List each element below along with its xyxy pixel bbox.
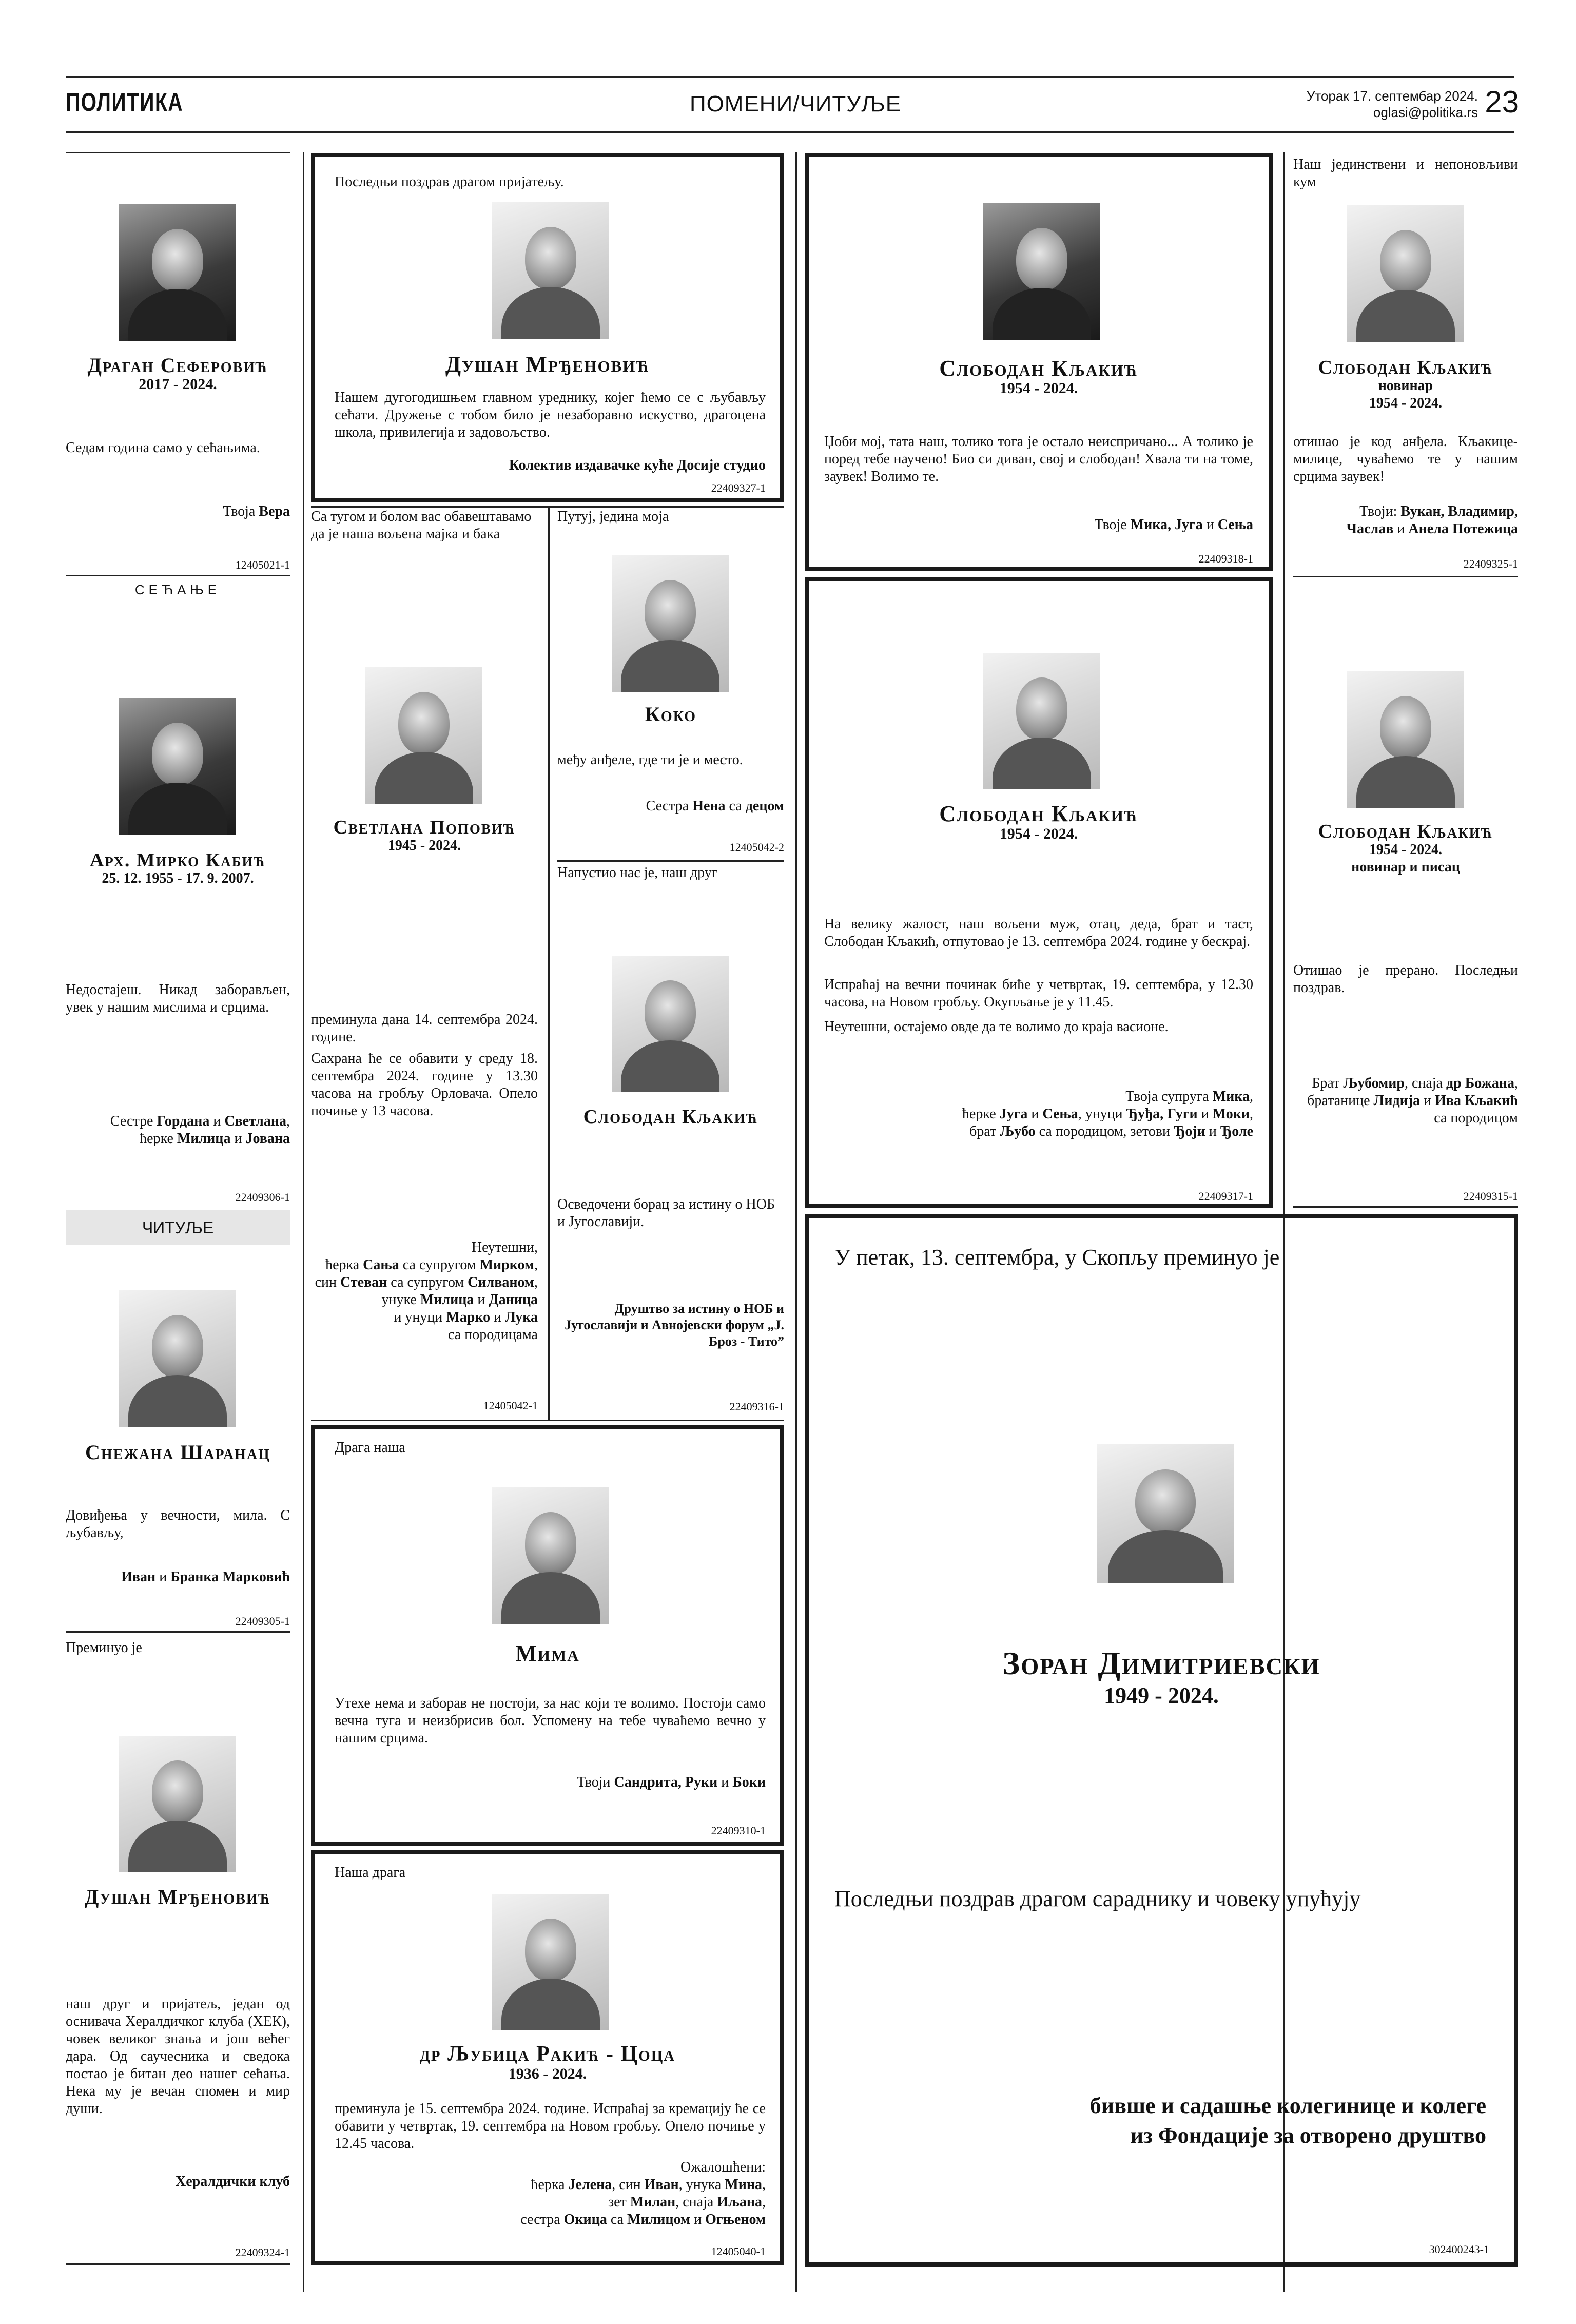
portrait-photo — [1347, 205, 1464, 342]
column-rule — [66, 1631, 290, 1633]
notice-text: Неутешни, остајемо овде да те волимо до краја васионе. — [824, 1019, 1169, 1035]
notice-signature: Ожалошћени: ћерка Јелена, син Иван, унука Мина, зет Милан, снаја Иљана, сестра Окица са Милицом и Огњеном — [520, 2159, 766, 2228]
portrait-photo — [983, 203, 1100, 340]
deceased-name: Снежана Шаранац — [85, 1441, 270, 1464]
notice-signature: бивше и садашње колегинице и колеге из Фондације за отворено друштво — [1089, 2093, 1486, 2148]
ad-code: 12405021-1 — [235, 558, 290, 571]
column-rule — [66, 575, 290, 576]
notice-text: Отишао је прерано. Последњи поздрав. — [1293, 962, 1518, 996]
deceased-name: Слободан Кљакић — [583, 1106, 758, 1128]
deceased-name: Мима — [515, 1641, 580, 1666]
notice-seferovic — [66, 154, 290, 575]
ad-code: 22409315-1 — [1463, 1190, 1518, 1203]
notice-mima — [311, 1425, 784, 1846]
notice-text: Џоби мој, тата наш, толико тога је остало неиспричано... А толико је поред тебе научено! Био си диван, свој и слободан! Хвала ти на томе, заувек! Волимо те. — [824, 434, 1253, 485]
notice-signature: Друштво за истину о НОБ и Југославији и Авнојевски форум „Ј. Броз - Тито” — [565, 1301, 784, 1349]
notice-koko — [557, 508, 784, 857]
deceased-name: Светлана Поповић — [333, 817, 516, 838]
notice-intro: Наш јединствени и непоновљиви кум — [1293, 157, 1518, 190]
notice-signature: Твоји: Вукан, Владимир, Часлав и Анела Потежица — [1346, 503, 1518, 537]
deceased-dates: 1949 - 2024. — [1104, 1683, 1219, 1708]
notice-dimitrievski — [805, 1214, 1518, 2267]
notice-text: Седам година само у сећањима. — [66, 440, 260, 456]
notice-signature: Твоја Вера — [223, 503, 290, 519]
newspaper-logo: ПОЛИТИКА — [66, 88, 184, 117]
notice-intro: Последњи поздрав драгом пријатељу. — [335, 174, 564, 190]
notice-intro: Драга наша — [335, 1440, 405, 1456]
deceased-dates: 1936 - 2024. — [508, 2065, 587, 2082]
deceased-dates: 1954 - 2024. — [999, 825, 1078, 842]
column-rule — [1293, 576, 1518, 577]
ad-code: 22409327-1 — [711, 481, 766, 494]
portrait-photo — [492, 1487, 609, 1624]
ad-code: 22409325-1 — [1463, 557, 1518, 570]
notice-saranac — [66, 1247, 290, 1627]
notice-text: Довиђења у вечности, мила. С љубављу, — [66, 1507, 290, 1541]
ad-code: 22409324-1 — [235, 2246, 290, 2259]
ad-code: 22409316-1 — [729, 1400, 784, 1413]
deceased-dates: 25. 12. 1955 - 17. 9. 2007. — [102, 870, 254, 886]
notice-text: Осведочени борац за истину о НОБ и Југославији. — [557, 1196, 775, 1230]
notice-signature: Твоји Сандрита, Руки и Боки — [577, 1774, 766, 1790]
notice-text: преминула је 15. септембра 2024. године. Испраћај за кремацију ће се обавити у четвртак, 19. септембра на Новом гробљу. Опело почиње у 12.45 часова. — [335, 2101, 766, 2152]
notice-signature: Неутешни, ћерка Сања са супругом Мирком, син Стеван са супругом Силваном, унуке Милица и Даница и унуци Марко и Лука са породицама — [315, 1240, 538, 1343]
notice-text: Сахрана ће се обавити у среду 18. септембра 2024. године у 13.30 часова на гробљу Орловача. Опело почиње у 13 часова. — [311, 1051, 538, 1119]
ad-code: 22409318-1 — [1198, 552, 1253, 565]
deceased-role: новинар и писац — [1351, 859, 1460, 875]
notice-text: Испраћај на вечни починак биће у четвртак, 19. септембра, у 12.30 часова, на Новом гробљу. Окупљање је у 11.45. — [824, 977, 1253, 1010]
portrait-photo — [492, 1894, 609, 2030]
column-rule — [557, 860, 784, 862]
deceased-name: Коко — [645, 703, 697, 726]
notice-text: међу анђеле, где ти је и место. — [557, 752, 743, 768]
notice-kljakic-family-1 — [805, 153, 1273, 571]
deceased-name: Слободан Кљакић — [939, 801, 1138, 826]
ad-code: 22409305-1 — [235, 1615, 290, 1628]
notice-rakic — [311, 1850, 784, 2265]
portrait-photo — [119, 698, 236, 835]
column-rule — [311, 1420, 784, 1421]
notice-text: отишао је код анђела. Кљакице-милице, чуваћемо те у нашим срцима заувек! — [1293, 434, 1518, 485]
notice-signature: Сестра Нена са децом — [646, 798, 784, 814]
ad-code: 22409317-1 — [1198, 1190, 1253, 1203]
notice-kljakic-brother — [1293, 579, 1518, 1205]
ad-code: 302400243-1 — [1429, 2243, 1489, 2256]
header-email: oglasi@politika.rs — [1373, 105, 1478, 120]
deceased-dates: 1945 - 2024. — [387, 838, 461, 854]
deceased-role: новинар — [1378, 378, 1433, 394]
header-bottom-rule — [66, 131, 1514, 133]
notice-signature: Сестре Гордана и Светлана, ћерке Милица и Јована — [110, 1113, 290, 1147]
notice-text: преминула дана 14. септембра 2024. године. — [311, 1012, 538, 1045]
notice-mrdjenovic-herald — [66, 1634, 290, 2260]
notice-signature: Твоја супруга Мика, ћерке Југа и Сења, унуци Ђуђа, Гуги и Моки, брат Љубо са породицом, зетови Ђоји и Ђоле — [962, 1089, 1253, 1139]
portrait-photo — [983, 653, 1100, 789]
column-rule — [66, 2263, 290, 2265]
column-rule — [311, 506, 784, 508]
deceased-dates: 2017 - 2024. — [139, 376, 217, 393]
header-date: Уторак 17. септембар 2024. — [1306, 88, 1478, 104]
column-separator — [303, 152, 304, 2292]
notice-signature: Хералдички клуб — [175, 2174, 290, 2190]
notice-intro: У петак, 13. септембра, у Скопљу преминуо је — [834, 1245, 1280, 1270]
deceased-name: Арх. Мирко Кабић — [89, 849, 266, 871]
deceased-name: Душан Мрђеновић — [445, 352, 650, 377]
ad-code: 22409310-1 — [711, 1824, 766, 1837]
page-number: 23 — [1485, 85, 1519, 119]
deceased-dates: 1954 - 2024. — [1369, 842, 1443, 858]
portrait-photo — [119, 1736, 236, 1872]
notice-text: Недостајеш. Никад заборављен, увек у нашим мислима и срцима. — [66, 982, 290, 1015]
notice-text: наш друг и пријатељ, један од оснивача Хералдичког клуба (ХЕК), човек великог знања и још већег дара. Од саучесника и сведока постао је битан део нашег сећања. Нека му је вечан спомен и мир души. — [66, 1996, 290, 2117]
ad-code: 12405040-1 — [711, 2245, 766, 2258]
deceased-dates: 1954 - 2024. — [1369, 395, 1443, 411]
portrait-photo — [119, 204, 236, 341]
header-top-rule — [66, 76, 1514, 78]
deceased-name: Слободан Кљакић — [939, 356, 1138, 381]
notice-intro: Са тугом и болом вас обавештавамо да је наша вољена мајка и бака — [311, 509, 532, 542]
column-rule — [1293, 1206, 1518, 1208]
notice-signature: Иван и Бранка Марковић — [121, 1569, 290, 1585]
notice-text: Нашем дугогодишњем главном уреднику, којег ћемо се с љубављу сећати. Дружење с тобом било је незаборавно искуство, драгоцена школа, привилегија и задовољство. — [335, 390, 766, 440]
notice-kljakic-nob — [557, 864, 784, 1419]
notice-intro: Наша драга — [335, 1865, 406, 1881]
portrait-photo — [365, 667, 482, 804]
deceased-name: Драган Сеферовић — [87, 354, 268, 377]
deceased-name: др Љубица Ракић - Цоца — [419, 2042, 676, 2066]
column-separator — [548, 506, 550, 1420]
portrait-photo — [612, 956, 729, 1092]
deceased-name: Слободан Кљакић — [1318, 821, 1493, 842]
deceased-name: Слободан Кљакић — [1318, 357, 1493, 378]
ad-code: 12405042-1 — [483, 1399, 538, 1412]
portrait-photo — [612, 555, 729, 692]
portrait-photo — [1097, 1444, 1234, 1583]
notice-signature: Колектив издавачке куће Досије студио — [509, 457, 766, 473]
notice-intro: Напустио нас је, наш друг — [557, 865, 718, 881]
portrait-photo — [1347, 671, 1464, 808]
notice-kljakic-kum — [1293, 154, 1518, 575]
portrait-photo — [119, 1290, 236, 1427]
notice-signature: Твоје Мика, Југа и Сења — [1094, 517, 1253, 533]
label-citulje: ЧИТУЉЕ — [66, 1210, 290, 1245]
notice-kljakic-family-2 — [805, 577, 1273, 1208]
notice-kabic — [66, 606, 290, 1206]
notice-popovic — [311, 508, 538, 1417]
deceased-dates: 1954 - 2024. — [999, 380, 1078, 397]
column-separator — [795, 152, 797, 2292]
deceased-name: Душан Мрђеновић — [84, 1885, 271, 1908]
column-rule — [66, 152, 290, 153]
notice-intro: Путуј, једина моја — [557, 509, 669, 525]
section-title: ПОМЕНИ/ЧИТУЉЕ — [689, 91, 902, 117]
portrait-photo — [492, 202, 609, 339]
label-secanje: СЕЋАЊЕ — [134, 582, 221, 597]
notice-text: На велику жалост, наш вољени муж, отац, деда, брат и таст, Слободан Кљакић, отпутовао је 13. септембра 2024. године у бескрај. — [824, 916, 1253, 950]
notice-signature: Брат Љубомир, снаја др Божана, братанице Лидија и Ива Кљакић са породицом — [1307, 1075, 1518, 1126]
notice-text: Утехе нема и заборав не постоји, за нас који те волимо. Постоји само вечна туга и неизбрисив бол. Успомену на тебе чуваћемо вечно у нашим срцима. — [335, 1695, 766, 1746]
notice-text: Последњи поздрав драгом сараднику и човеку упућују — [834, 1886, 1361, 1911]
notice-mrdjenovic-dosije — [311, 153, 784, 502]
deceased-name: Зоран Димитриевски — [1002, 1645, 1320, 1681]
ad-code: 22409306-1 — [235, 1191, 290, 1204]
notice-intro: Преминуо је — [66, 1640, 142, 1656]
ad-code: 12405042-2 — [729, 841, 784, 854]
